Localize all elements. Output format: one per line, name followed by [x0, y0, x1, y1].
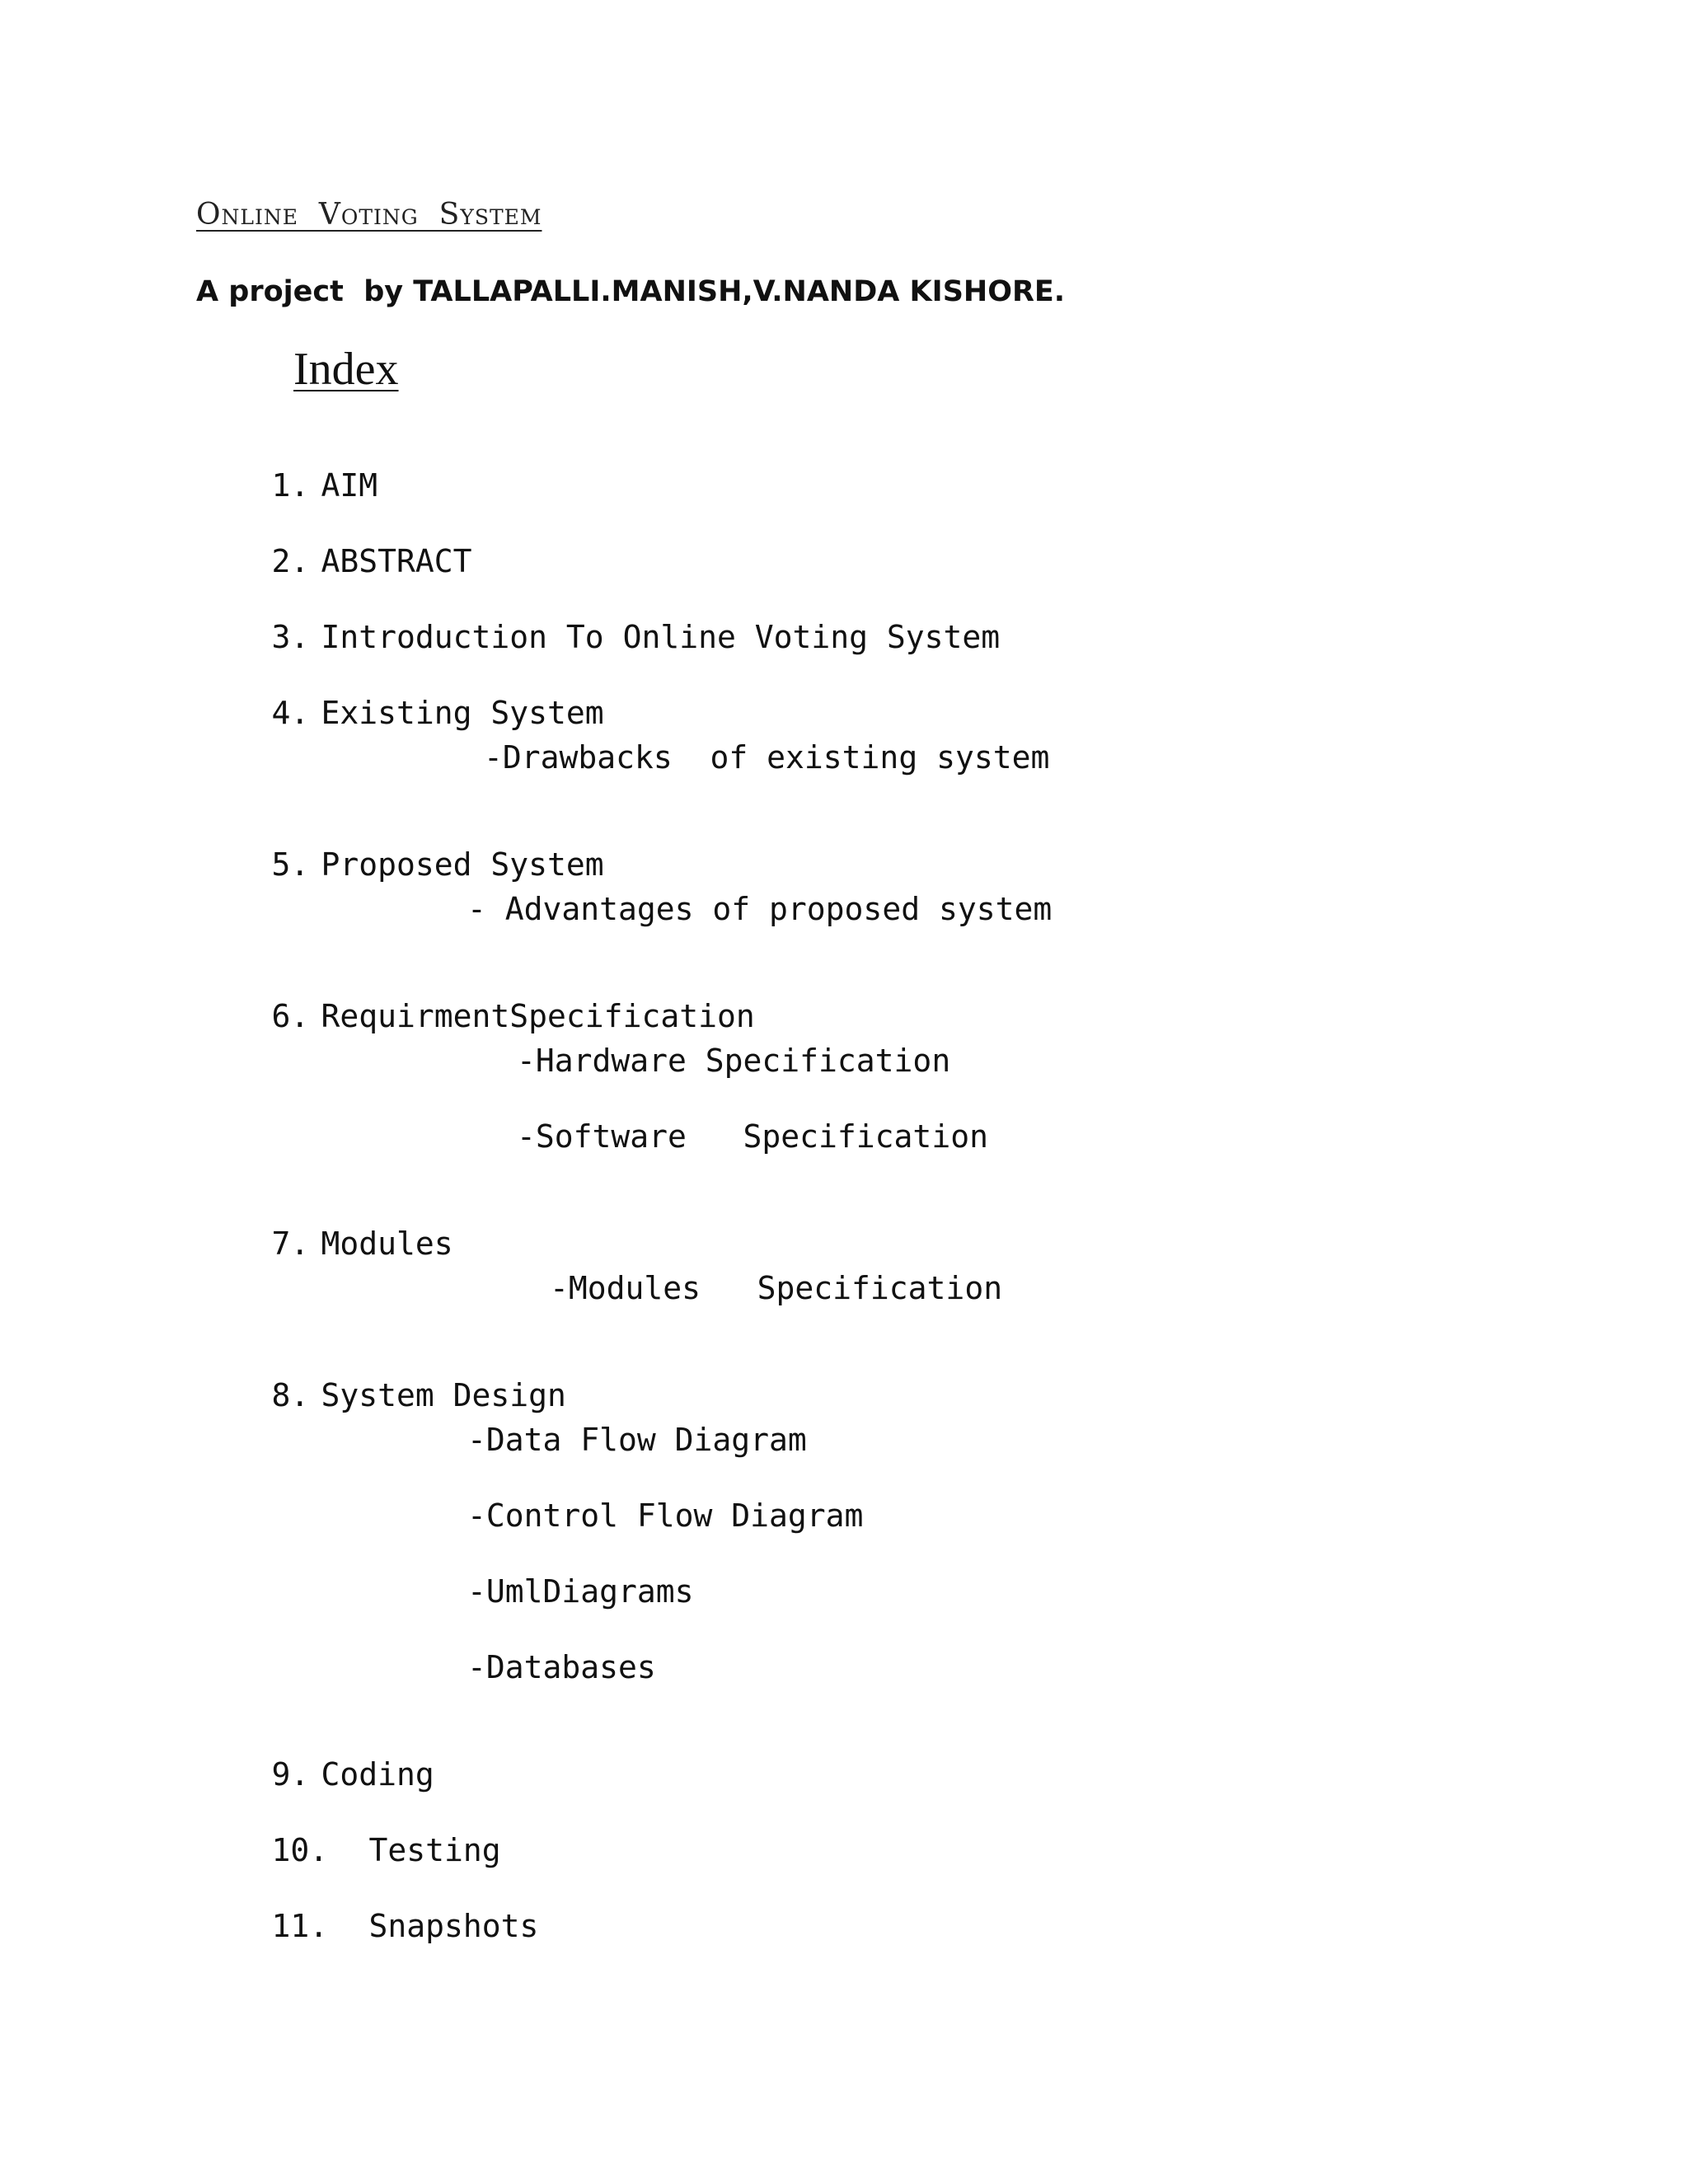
- toc-number: 8.: [271, 1377, 310, 1413]
- toc-label: Snapshots: [368, 1908, 539, 1944]
- toc-subitem-advantages: - Advantages of proposed system: [467, 891, 1053, 927]
- toc-label: Existing System: [321, 695, 604, 731]
- toc-subitem-modules-specification: -Modules Specification: [550, 1270, 1003, 1306]
- toc-label: Modules: [321, 1226, 453, 1262]
- toc-subitem-hardware-specification: -Hardware Specification: [517, 1043, 951, 1079]
- index-heading: Index: [293, 344, 399, 395]
- document-title: Online Voting System: [196, 198, 542, 232]
- toc-number: 9.: [271, 1756, 310, 1793]
- toc-number: 1.: [271, 467, 310, 504]
- toc-number: 7.: [271, 1226, 310, 1262]
- toc-number: 10.: [271, 1832, 329, 1868]
- toc-subitem-control-flow-diagram: -Control Flow Diagram: [467, 1497, 864, 1534]
- toc-label: System Design: [321, 1377, 566, 1413]
- toc-item-modules: [196, 1197, 453, 1291]
- toc-subitem-data-flow-diagram: -Data Flow Diagram: [467, 1422, 807, 1458]
- toc-number: 11.: [271, 1908, 329, 1944]
- toc-subitem-databases: -Databases: [467, 1649, 656, 1685]
- toc-item-snapshots: [196, 1879, 538, 1973]
- toc-label: RequirmentSpecification: [321, 998, 755, 1034]
- toc-subitem-drawbacks: -Drawbacks of existing system: [484, 739, 1050, 776]
- toc-label: AIM: [321, 467, 378, 504]
- toc-number: 6.: [271, 998, 310, 1034]
- toc-number: 2.: [271, 543, 310, 579]
- toc-label: ABSTRACT: [321, 543, 472, 579]
- toc-number: 3.: [271, 619, 310, 655]
- toc-subitem-uml-diagrams: -UmlDiagrams: [467, 1573, 694, 1610]
- toc-label: Coding: [321, 1756, 434, 1793]
- toc-label: Testing: [368, 1832, 501, 1868]
- author-byline: A project by TALLAPALLI.MANISH,V.NANDA KISHORE.: [196, 275, 1066, 308]
- toc-label: Proposed System: [321, 846, 604, 883]
- toc-label: Introduction To Online Voting System: [321, 619, 1001, 655]
- toc-subitem-software-specification: -Software Specification: [517, 1118, 988, 1155]
- toc-number: 5.: [271, 846, 310, 883]
- toc-number: 4.: [271, 695, 310, 731]
